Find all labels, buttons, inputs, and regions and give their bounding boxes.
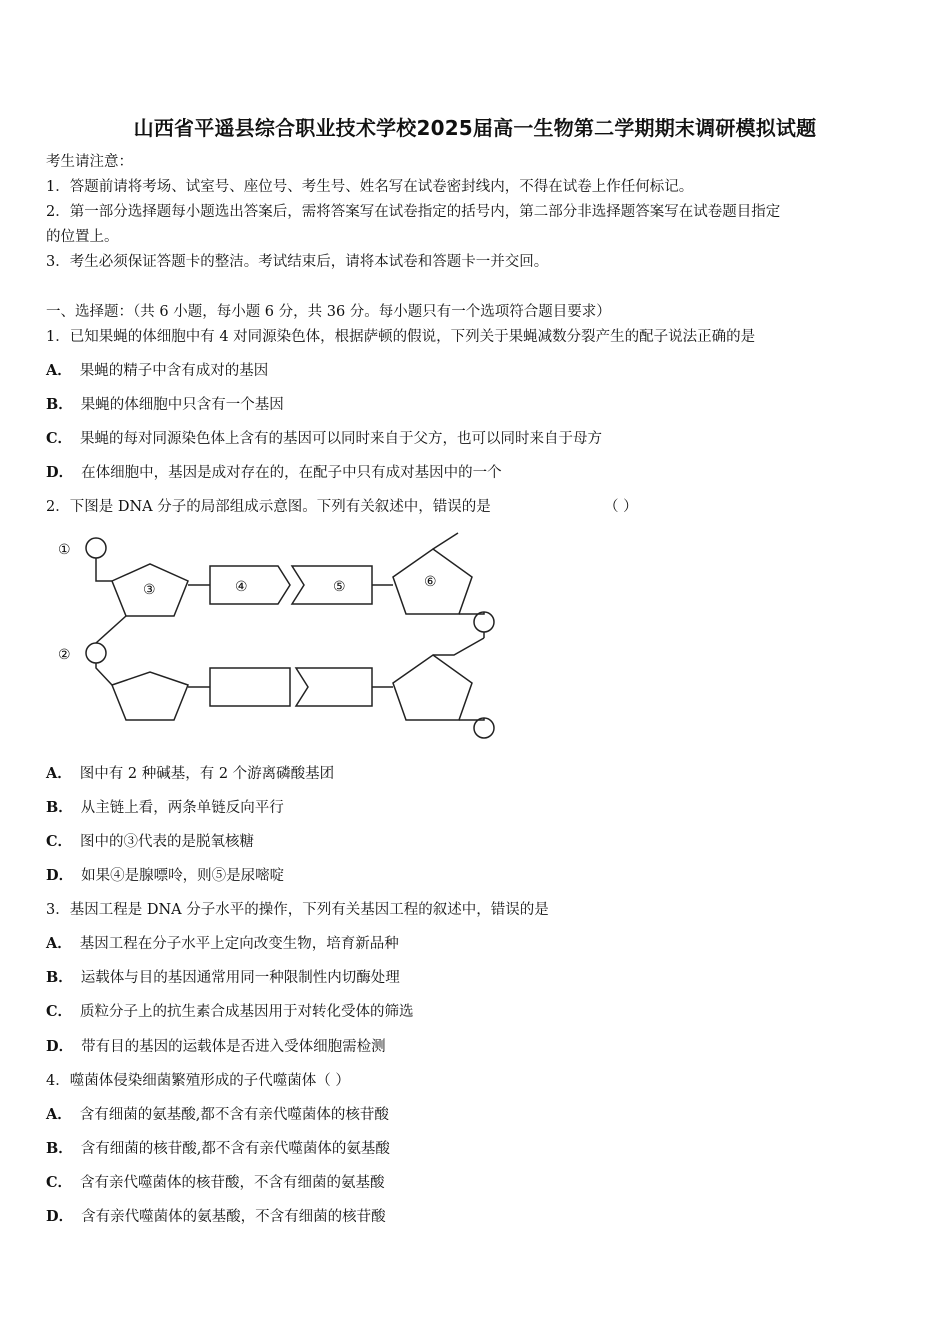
- option-text: 基因工程在分子水平上定向改变生物，培育新品种: [79, 936, 399, 952]
- option-letter: D．: [46, 1038, 74, 1055]
- option-a[interactable]: [46, 361, 268, 381]
- notice-item: 2．第一部分选择题每小题选出答案后，需将答案写在试卷指定的括号内，第二部分非选择题答案写在试卷题目指定: [46, 204, 781, 220]
- base-box: [292, 566, 372, 604]
- option-letter: B．: [46, 1140, 73, 1157]
- option-text: 果蝇的体细胞中只含有一个基因: [80, 397, 284, 413]
- base-box: [296, 668, 372, 706]
- label-5: ⑤: [333, 579, 346, 595]
- dna-diagram: [50, 528, 500, 743]
- option-text: 在体细胞中，基因是成对存在的，在配子中只有成对基因中的一个: [81, 465, 502, 481]
- notice-item: 1．答题前请将考场、试室号、座位号、考生号、姓名写在试卷密封线内，不得在试卷上作任何标记。: [46, 179, 694, 195]
- notice-heading: 考生请注意：: [46, 154, 133, 170]
- option-b[interactable]: [46, 968, 400, 988]
- phosphate-circle: [86, 643, 106, 663]
- section-heading: 一、选择题：（共 6 小题，每小题 6 分，共 36 分。每小题只有一个选项符合题目要求）: [46, 304, 611, 320]
- option-text: 图中有 2 种碱基，有 2 个游离磷酸基团: [79, 766, 335, 782]
- option-b[interactable]: [46, 1139, 390, 1159]
- question-stem: 1．已知果蝇的体细胞中有 4 对同源染色体，根据萨顿的假说，下列关于果蝇减数分裂产生的配子说法正确的是: [46, 329, 756, 345]
- option-c[interactable]: [46, 1173, 385, 1193]
- sugar-pentagon: [393, 655, 472, 720]
- option-letter: A．: [46, 935, 72, 952]
- option-text: 含有亲代噬菌体的核苷酸，不含有细菌的氨基酸: [80, 1175, 385, 1191]
- phosphate-circle: [474, 718, 494, 738]
- option-letter: C．: [46, 430, 73, 447]
- question-stem: 2．下图是 DNA 分子的局部组成示意图。下列有关叙述中，错误的是: [46, 499, 491, 515]
- page-title: 山西省平遥县综合职业技术学校2025届高一生物第二学期期末调研模拟试题: [133, 116, 817, 140]
- option-text: 质粒分子上的抗生素合成基因用于对转化受体的筛选: [80, 1004, 414, 1020]
- label-3: ③: [143, 582, 156, 598]
- option-letter: A．: [46, 765, 72, 782]
- question-stem: 3．基因工程是 DNA 分子水平的操作，下列有关基因工程的叙述中，错误的是: [46, 902, 549, 918]
- option-letter: A．: [46, 362, 72, 379]
- option-letter: C．: [46, 833, 73, 850]
- option-letter: B．: [46, 799, 73, 816]
- phosphate-circle: [474, 612, 494, 632]
- option-text: 如果④是腺嘌呤，则⑤是尿嘧啶: [81, 868, 285, 884]
- option-letter: B．: [46, 969, 73, 986]
- option-text: 图中的③代表的是脱氧核糖: [80, 834, 255, 850]
- option-text: 含有细菌的核苷酸,都不含有亲代噬菌体的氨基酸: [80, 1141, 390, 1157]
- option-c[interactable]: [46, 1002, 414, 1022]
- option-c[interactable]: [46, 429, 602, 449]
- option-letter: D．: [46, 464, 74, 481]
- option-d[interactable]: [46, 1037, 386, 1057]
- label-2: ②: [58, 647, 71, 663]
- base-box: [210, 668, 290, 706]
- option-text: 含有亲代噬菌体的氨基酸，不含有细菌的核苷酸: [81, 1209, 386, 1225]
- phosphate-circle: [86, 538, 106, 558]
- option-b[interactable]: [46, 798, 284, 818]
- answer-paren: （ ）: [604, 499, 638, 515]
- notice-item: 3．考生必须保证答题卡的整洁。考试结束后，请将本试卷和答题卡一并交回。: [46, 254, 549, 270]
- option-text: 运载体与目的基因通常用同一种限制性内切酶处理: [80, 970, 400, 986]
- option-b[interactable]: [46, 395, 284, 415]
- option-text: 果蝇的每对同源染色体上含有的基因可以同时来自于父方，也可以同时来自于母方: [80, 431, 603, 447]
- sugar-pentagon: [112, 672, 188, 720]
- option-letter: D．: [46, 867, 74, 884]
- option-letter: C．: [46, 1174, 73, 1191]
- base-box: [210, 566, 290, 604]
- option-text: 果蝇的精子中含有成对的基因: [79, 363, 269, 379]
- option-a[interactable]: [46, 764, 334, 784]
- label-6: ⑥: [424, 574, 437, 590]
- option-letter: D．: [46, 1208, 74, 1225]
- question-stem: 4．噬菌体侵染细菌繁殖形成的子代噬菌体（ ）: [46, 1073, 350, 1089]
- option-a[interactable]: [46, 1105, 389, 1125]
- option-letter: A．: [46, 1106, 72, 1123]
- option-letter: B．: [46, 396, 73, 413]
- option-text: 含有细菌的氨基酸,都不含有亲代噬菌体的核苷酸: [79, 1107, 389, 1123]
- option-d[interactable]: [46, 463, 502, 483]
- label-1: ①: [58, 542, 71, 558]
- option-text: 带有目的基因的运载体是否进入受体细胞需检测: [81, 1039, 386, 1055]
- option-d[interactable]: [46, 866, 284, 886]
- notice-item: 的位置上。: [46, 229, 119, 245]
- option-c[interactable]: [46, 832, 254, 852]
- label-4: ④: [235, 579, 248, 595]
- option-text: 从主链上看，两条单链反向平行: [80, 800, 284, 816]
- option-letter: C．: [46, 1003, 73, 1020]
- option-d[interactable]: [46, 1207, 386, 1227]
- option-a[interactable]: [46, 934, 399, 954]
